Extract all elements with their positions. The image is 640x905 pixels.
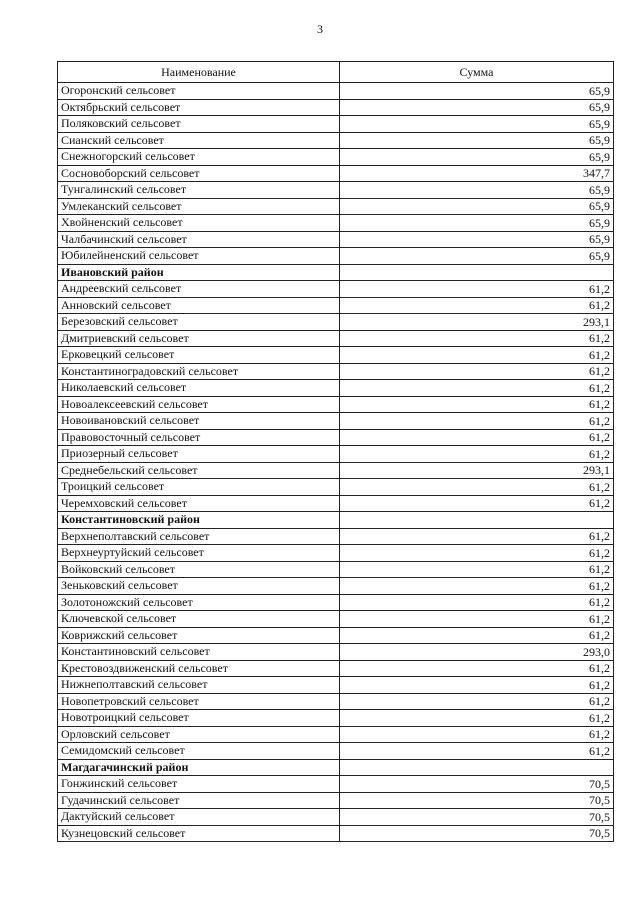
district-header-row	[58, 759, 614, 776]
district-name-cell: Ивановский район	[58, 264, 340, 281]
settlement-name-cell: Николаевский сельсовет	[58, 380, 340, 397]
table-row	[58, 231, 614, 248]
settlement-name-cell: Хвойненский сельсовет	[58, 215, 340, 232]
settlement-name-cell: Орловский сельсовет	[58, 726, 340, 743]
table-row	[58, 644, 614, 661]
table-row	[58, 462, 614, 479]
table-row	[58, 248, 614, 265]
settlement-name-cell: Снежногорский сельсовет	[58, 149, 340, 166]
table-row	[58, 314, 614, 331]
table-row	[58, 776, 614, 793]
sum-cell: 347,7	[340, 165, 614, 182]
table-row	[58, 149, 614, 166]
settlement-name-cell: Умлеканский сельсовет	[58, 198, 340, 215]
table-row	[58, 446, 614, 463]
sum-cell: 61,2	[340, 545, 614, 562]
settlement-name-cell: Кузнецовский сельсовет	[58, 825, 340, 842]
sum-cell: 61,2	[340, 446, 614, 463]
table-row	[58, 363, 614, 380]
sum-cell: 61,2	[340, 693, 614, 710]
table-row	[58, 330, 614, 347]
table-row	[58, 578, 614, 595]
table-row	[58, 297, 614, 314]
settlement-name-cell: Семидомский сельсовет	[58, 743, 340, 760]
settlement-name-cell: Приозерный сельсовет	[58, 446, 340, 463]
settlement-name-cell: Золотоножский сельсовет	[58, 594, 340, 611]
table-header-row	[58, 62, 614, 83]
settlement-name-cell: Гудачинский сельсовет	[58, 792, 340, 809]
district-header-row	[58, 264, 614, 281]
allocation-table	[57, 61, 614, 842]
table-row	[58, 182, 614, 199]
sum-cell: 61,2	[340, 743, 614, 760]
table-row	[58, 479, 614, 496]
table-row	[58, 627, 614, 644]
settlement-name-cell: Новоалексеевский сельсовет	[58, 396, 340, 413]
settlement-name-cell: Верхнеуртуйский сельсовет	[58, 545, 340, 562]
sum-cell: 61,2	[340, 380, 614, 397]
sum-cell: 65,9	[340, 231, 614, 248]
sum-cell: 61,2	[340, 528, 614, 545]
page-number: 3	[317, 22, 323, 36]
sum-cell: 61,2	[340, 297, 614, 314]
table-row	[58, 132, 614, 149]
sum-cell: 65,9	[340, 182, 614, 199]
sum-cell: 61,2	[340, 578, 614, 595]
sum-cell: 70,5	[340, 792, 614, 809]
settlement-name-cell: Юбилейненский сельсовет	[58, 248, 340, 265]
table-row	[58, 116, 614, 133]
table-row	[58, 677, 614, 694]
settlement-name-cell: Огоронский сельсовет	[58, 83, 340, 100]
sum-cell: 61,2	[340, 479, 614, 496]
settlement-name-cell: Березовский сельсовет	[58, 314, 340, 331]
sum-cell: 293,0	[340, 644, 614, 661]
sum-cell: 65,9	[340, 132, 614, 149]
settlement-name-cell: Анновский сельсовет	[58, 297, 340, 314]
table-row	[58, 792, 614, 809]
sum-cell: 65,9	[340, 215, 614, 232]
table-row	[58, 545, 614, 562]
settlement-name-cell: Новоивановский сельсовет	[58, 413, 340, 430]
sum-cell: 70,5	[340, 776, 614, 793]
allocation-table-container	[57, 61, 613, 842]
column-header-name: Наименование	[58, 62, 340, 83]
settlement-name-cell: Крестовоздвиженский сельсовет	[58, 660, 340, 677]
settlement-name-cell: Ерковецкий сельсовет	[58, 347, 340, 364]
district-name-cell: Магдагачинский район	[58, 759, 340, 776]
settlement-name-cell: Сианский сельсовет	[58, 132, 340, 149]
sum-cell: 61,2	[340, 281, 614, 298]
settlement-name-cell: Дмитриевский сельсовет	[58, 330, 340, 347]
table-row	[58, 413, 614, 430]
sum-cell: 61,2	[340, 330, 614, 347]
sum-cell: 61,2	[340, 677, 614, 694]
settlement-name-cell: Ключевской сельсовет	[58, 611, 340, 628]
sum-cell: 65,9	[340, 198, 614, 215]
table-row	[58, 561, 614, 578]
sum-cell: 61,2	[340, 627, 614, 644]
table-row	[58, 198, 614, 215]
settlement-name-cell: Зеньковский сельсовет	[58, 578, 340, 595]
table-row	[58, 693, 614, 710]
settlement-name-cell: Новопетровский сельсовет	[58, 693, 340, 710]
sum-cell: 61,2	[340, 396, 614, 413]
sum-cell: 61,2	[340, 413, 614, 430]
sum-cell: 61,2	[340, 347, 614, 364]
table-row	[58, 611, 614, 628]
settlement-name-cell: Чалбачинский сельсовет	[58, 231, 340, 248]
table-row	[58, 281, 614, 298]
table-row	[58, 396, 614, 413]
settlement-name-cell: Константиноградовский сельсовет	[58, 363, 340, 380]
district-name-cell: Константиновский район	[58, 512, 340, 529]
sum-cell: 65,9	[340, 83, 614, 100]
column-header-sum: Сумма	[340, 62, 614, 83]
table-row	[58, 710, 614, 727]
table-body	[58, 83, 614, 842]
sum-cell	[340, 512, 614, 529]
sum-cell: 70,5	[340, 825, 614, 842]
sum-cell: 70,5	[340, 809, 614, 826]
sum-cell: 61,2	[340, 561, 614, 578]
settlement-name-cell: Гонжинский сельсовет	[58, 776, 340, 793]
sum-cell	[340, 759, 614, 776]
table-row	[58, 165, 614, 182]
sum-cell: 61,2	[340, 594, 614, 611]
sum-cell: 61,2	[340, 710, 614, 727]
table-row	[58, 726, 614, 743]
table-row	[58, 809, 614, 826]
settlement-name-cell: Сосновоборский сельсовет	[58, 165, 340, 182]
sum-cell: 65,9	[340, 149, 614, 166]
settlement-name-cell: Поляковский сельсовет	[58, 116, 340, 133]
table-row	[58, 99, 614, 116]
settlement-name-cell: Тунгалинский сельсовет	[58, 182, 340, 199]
settlement-name-cell: Верхнеполтавский сельсовет	[58, 528, 340, 545]
settlement-name-cell: Дактуйский сельсовет	[58, 809, 340, 826]
table-row	[58, 825, 614, 842]
table-row	[58, 380, 614, 397]
sum-cell: 293,1	[340, 462, 614, 479]
table-row	[58, 528, 614, 545]
sum-cell: 65,9	[340, 248, 614, 265]
settlement-name-cell: Среднебельский сельсовет	[58, 462, 340, 479]
settlement-name-cell: Черемховский сельсовет	[58, 495, 340, 512]
table-row	[58, 347, 614, 364]
table-row	[58, 743, 614, 760]
sum-cell	[340, 264, 614, 281]
table-row	[58, 495, 614, 512]
settlement-name-cell: Октябрьский сельсовет	[58, 99, 340, 116]
settlement-name-cell: Новотроицкий сельсовет	[58, 710, 340, 727]
settlement-name-cell: Константиновский сельсовет	[58, 644, 340, 661]
table-row	[58, 83, 614, 100]
sum-cell: 293,1	[340, 314, 614, 331]
settlement-name-cell: Андреевский сельсовет	[58, 281, 340, 298]
sum-cell: 61,2	[340, 660, 614, 677]
sum-cell: 61,2	[340, 363, 614, 380]
table-row	[58, 429, 614, 446]
sum-cell: 65,9	[340, 116, 614, 133]
table-row	[58, 660, 614, 677]
settlement-name-cell: Коврижский сельсовет	[58, 627, 340, 644]
table-row	[58, 215, 614, 232]
sum-cell: 65,9	[340, 99, 614, 116]
sum-cell: 61,2	[340, 429, 614, 446]
settlement-name-cell: Правовосточный сельсовет	[58, 429, 340, 446]
settlement-name-cell: Войковский сельсовет	[58, 561, 340, 578]
sum-cell: 61,2	[340, 611, 614, 628]
settlement-name-cell: Троицкий сельсовет	[58, 479, 340, 496]
table-row	[58, 594, 614, 611]
sum-cell: 61,2	[340, 495, 614, 512]
sum-cell: 61,2	[340, 726, 614, 743]
settlement-name-cell: Нижнеполтавский сельсовет	[58, 677, 340, 694]
district-header-row	[58, 512, 614, 529]
